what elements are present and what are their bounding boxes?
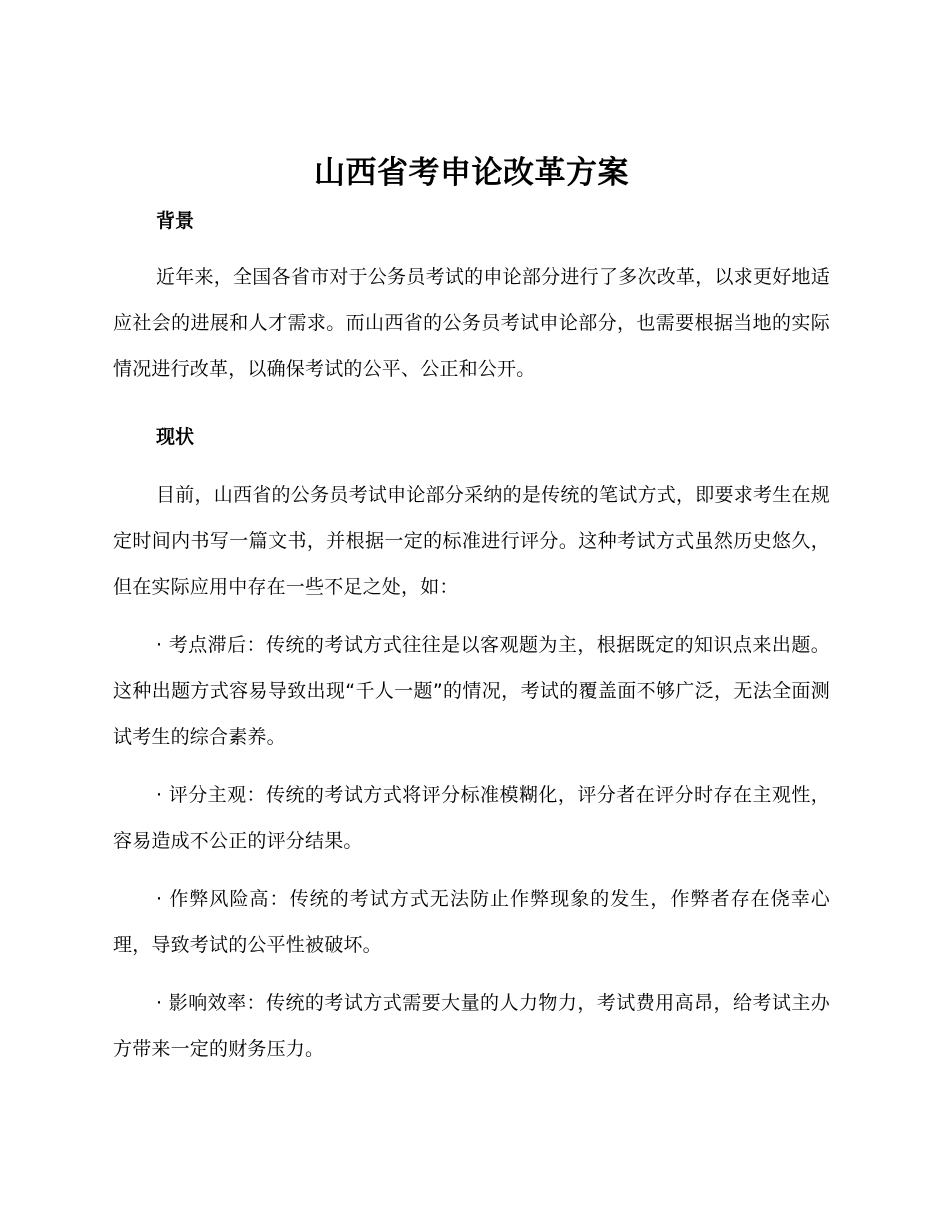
bullet-item-efficiency-impact: · 影响效率：传统的考试方式需要大量的人力物力，考试费用高昂，给考试主办方带来一定的财务压力。 (113, 992, 830, 1060)
status-paragraph: 目前，山西省的公务员考试申论部分采纳的是传统的笔试方式，即要求考生在规定时间内书写一篇文书，并根据一定的标准进行评分。这种考试方式虽然历史悠久，但在实际应用中存在一些不足之处，如： (113, 484, 830, 598)
background-paragraph: 近年来，全国各省市对于公务员考试的申论部分进行了多次改革，以求更好地适应社会的进展和人才需求。而山西省的公务员考试申论部分，也需要根据当地的实际情况进行改革，以确保考试的公平、公正和公开。 (113, 266, 830, 380)
bullet-item-subjective-scoring: · 评分主观：传统的考试方式将评分标准模糊化，评分者在评分时存在主观性，容易造成不公正的评分结果。 (113, 784, 830, 852)
bullet-item-cheating-risk: · 作弊风险高：传统的考试方式无法防止作弊现象的发生，作弊者存在侥幸心理，导致考试的公平性被破坏。 (113, 888, 830, 956)
bullet-item-outdated-exam-points: · 考点滞后：传统的考试方式往往是以客观题为主，根据既定的知识点来出题。这种出题方式容易导致出现“千人一题”的情况，考试的覆盖面不够广泛，无法全面测试考生的综合素养。 (113, 634, 830, 748)
document-title: 山西省考申论改革方案 (314, 155, 629, 191)
section-heading-background: 背景 (156, 210, 195, 232)
section-heading-status: 现状 (156, 426, 195, 448)
